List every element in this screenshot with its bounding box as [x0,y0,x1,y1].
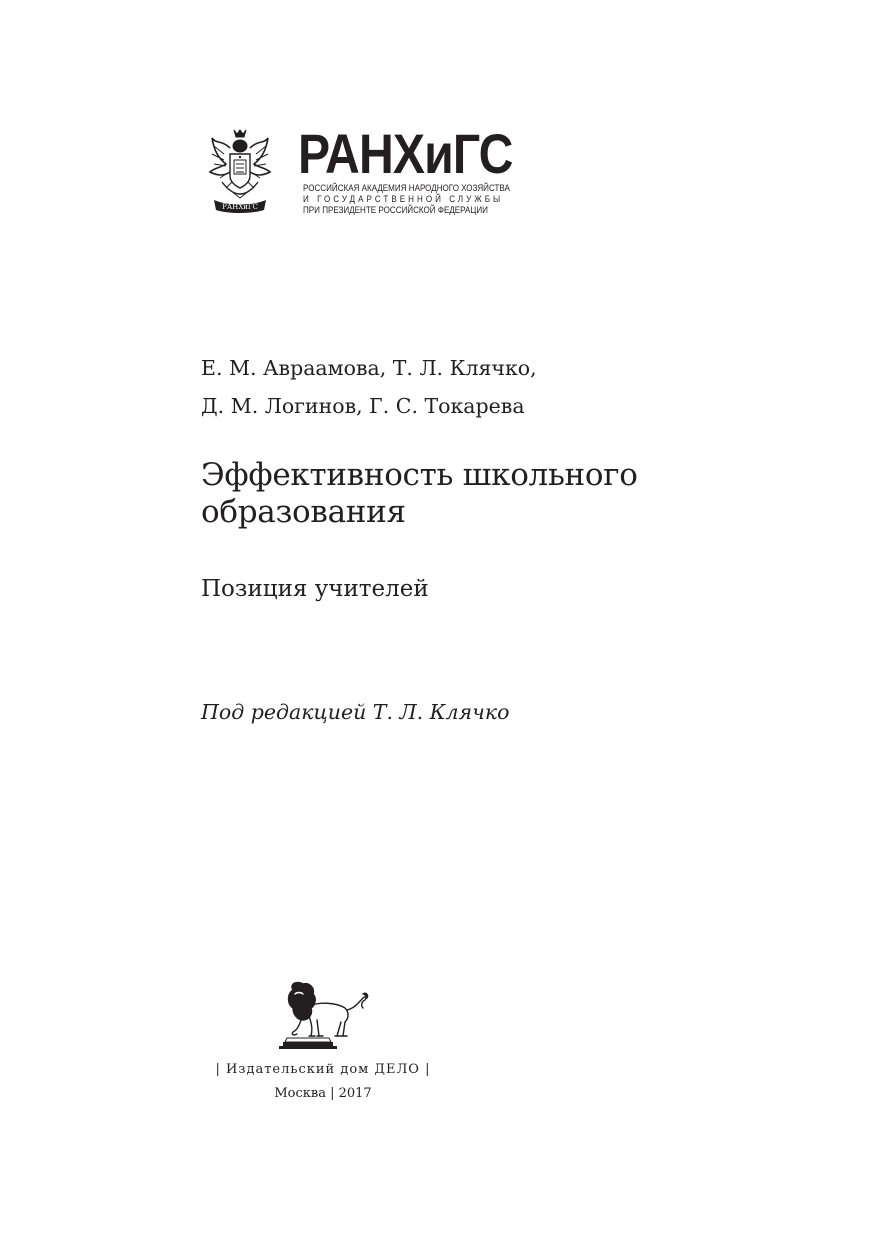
editor-credit: Под редакцией Т. Л. Клячко [201,700,510,724]
book-subtitle: Позиция учителей [201,576,429,602]
lion-emblem-icon [279,980,371,1054]
emblem-ribbon-text: РАНХиГС [222,203,258,211]
logo-subtitle-line: ПРИ ПРЕЗИДЕНТЕ РОССИЙСКОЙ ФЕДЕРАЦИИ [303,205,488,216]
logo-subtitle-line: И ГОСУДАРСТВЕННОЙ СЛУЖБЫ [303,194,504,205]
authors-line: Е. М. Авраамова, Т. Л. Клячко, [201,356,537,380]
book-title: Эффективность школьного образования [201,457,638,530]
imprint-city-year: Москва | 2017 [274,1086,372,1101]
logo-wordmark: РАНХиГС [298,122,513,185]
logo-subtitle-line: РОССИЙСКАЯ АКАДЕМИЯ НАРОДНОГО ХОЗЯЙСТВА [303,183,510,194]
authors-line: Д. М. Логинов, Г. С. Токарева [201,394,525,418]
ranepa-emblem-icon [208,124,272,216]
publisher-name: | Издательский дом ДЕЛО | [215,1062,431,1077]
